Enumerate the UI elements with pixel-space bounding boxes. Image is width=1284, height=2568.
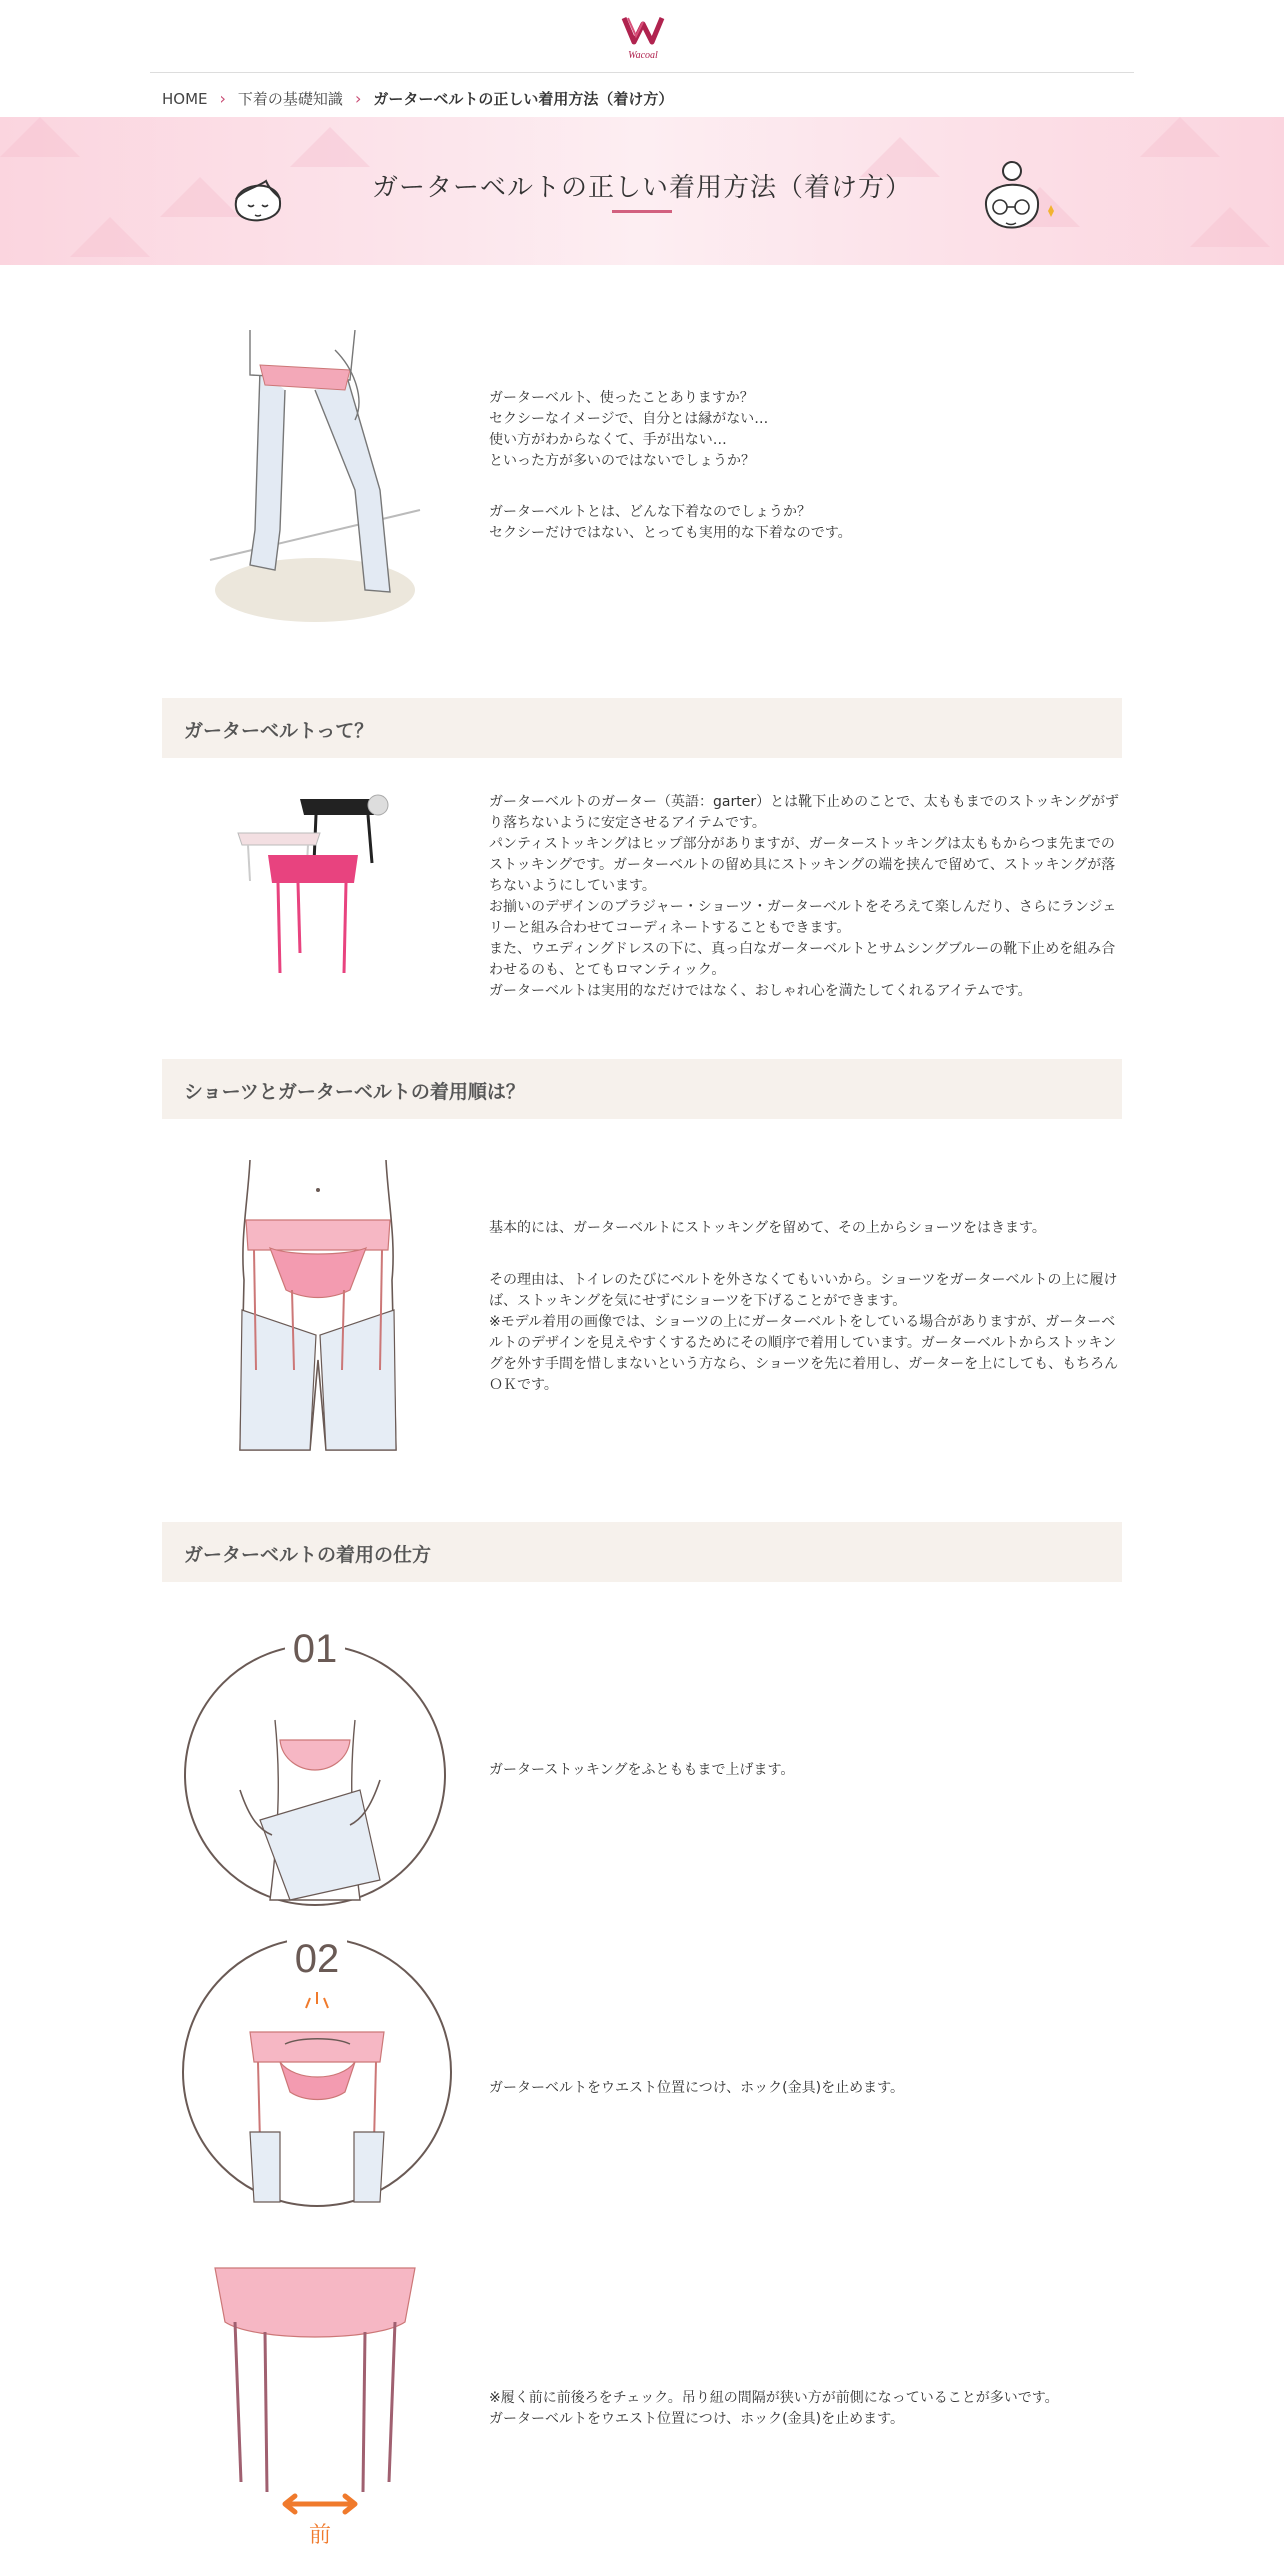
section-heading-garter: ガーターベルトって？	[162, 698, 1122, 758]
site-header	[150, 0, 1134, 73]
intro-text: ガーターベルト、使ったことありますか？ セクシーなイメージで、自分とは縁がない… 使い方がわからなくて、手が出ない… といった方が多いのではないでしょうか？	[489, 390, 769, 469]
wacoal-logo[interactable]	[618, 12, 668, 62]
section2-text-2: その理由は、トイレのたびにベルトを外さなくてもいいから。ショーツをガーターベルトの上に履けば、ストッキングを気にせずにショーツを下げることができます。 ※モデル着用の画像では、ショーツの上にガーターベルトをしている場合がありますが、ガーターベルトのデザインを見えやすくするためにその順序で着用しています。ガーターベルトからストッキングを外す手間を惜しまないという方なら、ショーツを先に着用し、ガーターを上にしても、もちろんＯＫです。	[489, 1272, 1119, 1393]
section2-text-1: 基本的には、ガーターベルトにストッキングを留めて、その上からショーツをはきます。	[489, 1220, 1046, 1236]
svg-text:02: 02	[294, 1937, 340, 1981]
breadcrumb	[162, 88, 673, 109]
step3-text: ※履く前に前後ろをチェック。吊り紐の間隔が狭い方が前側になっていることが多いです。 ガーターベルトをウエスト位置につけ、ホック(金具)を止めます。	[489, 2390, 1059, 2427]
section1-text: ガーターベルトのガーター（英語：garter）とは靴下止めのことで、太ももまでのストッキングがずり落ちないように安定させるアイテムです。 パンティストッキングはヒップ部分がありますが、ガーターストッキングは太ももからつま先までのストッキングです。ガーターベルトの留め具にストッキングの端を挟んで留めて、ストッキングが落ちないようにしています。 お揃いのデザインのブラジャー・ショーツ・ガーターベルトをそろえて楽しんだり、さらにランジェリーと組み合わせてコーディネートすることもできます。 また、ウエディングドレスの下に、真っ白なガーターベルトとサムシングブルーの靴下止めを組み合わせるのも、とてもロマンティック。 ガーターベルトは実用的なだけではなく、おしゃれ心を満たしてくれるアイテムです。	[489, 794, 1119, 999]
step2-illustration	[180, 1932, 454, 2212]
step1-illustration	[180, 1620, 450, 1910]
breadcrumb-level2[interactable]: 下着の基礎知識	[237, 90, 343, 108]
chevron-right-icon: ›	[219, 89, 226, 108]
shorts-over-garter-illustration	[230, 1160, 405, 1460]
chevron-right-icon: ›	[354, 89, 362, 108]
teacher-face-icon	[978, 157, 1058, 247]
svg-text:前: 前	[308, 2523, 332, 2548]
svg-text:Wacoal: Wacoal	[628, 50, 658, 61]
breadcrumb-current: ガーターベルトの正しい着用方法（着け方）	[373, 90, 674, 108]
page-title: ガーターベルトの正しい着用方法（着け方）	[371, 173, 912, 203]
legs-stocking-illustration	[205, 330, 425, 630]
breadcrumb-home[interactable]: HOME	[162, 89, 208, 108]
page-banner	[0, 117, 1284, 265]
step2-text: ガーターベルトをウエスト位置につけ、ホック(金具)を止めます。	[489, 2080, 904, 2096]
garter-belts-illustration	[228, 793, 403, 978]
title-underline	[612, 210, 672, 213]
section-heading-order: ショーツとガーターベルトの着用順は？	[162, 1059, 1122, 1119]
step1-text: ガーターストッキングをふとももまで上げます。	[489, 1762, 795, 1778]
section-heading-how-to: ガーターベルトの着用の仕方	[162, 1522, 1122, 1582]
step3-garter-front-illustration	[205, 2262, 425, 2558]
svg-text:01: 01	[292, 1627, 338, 1671]
intro-text-2: ガーターベルトとは、どんな下着なのでしょうか？ セクシーだけではない、とっても実用的な下着なのです。	[489, 504, 852, 541]
